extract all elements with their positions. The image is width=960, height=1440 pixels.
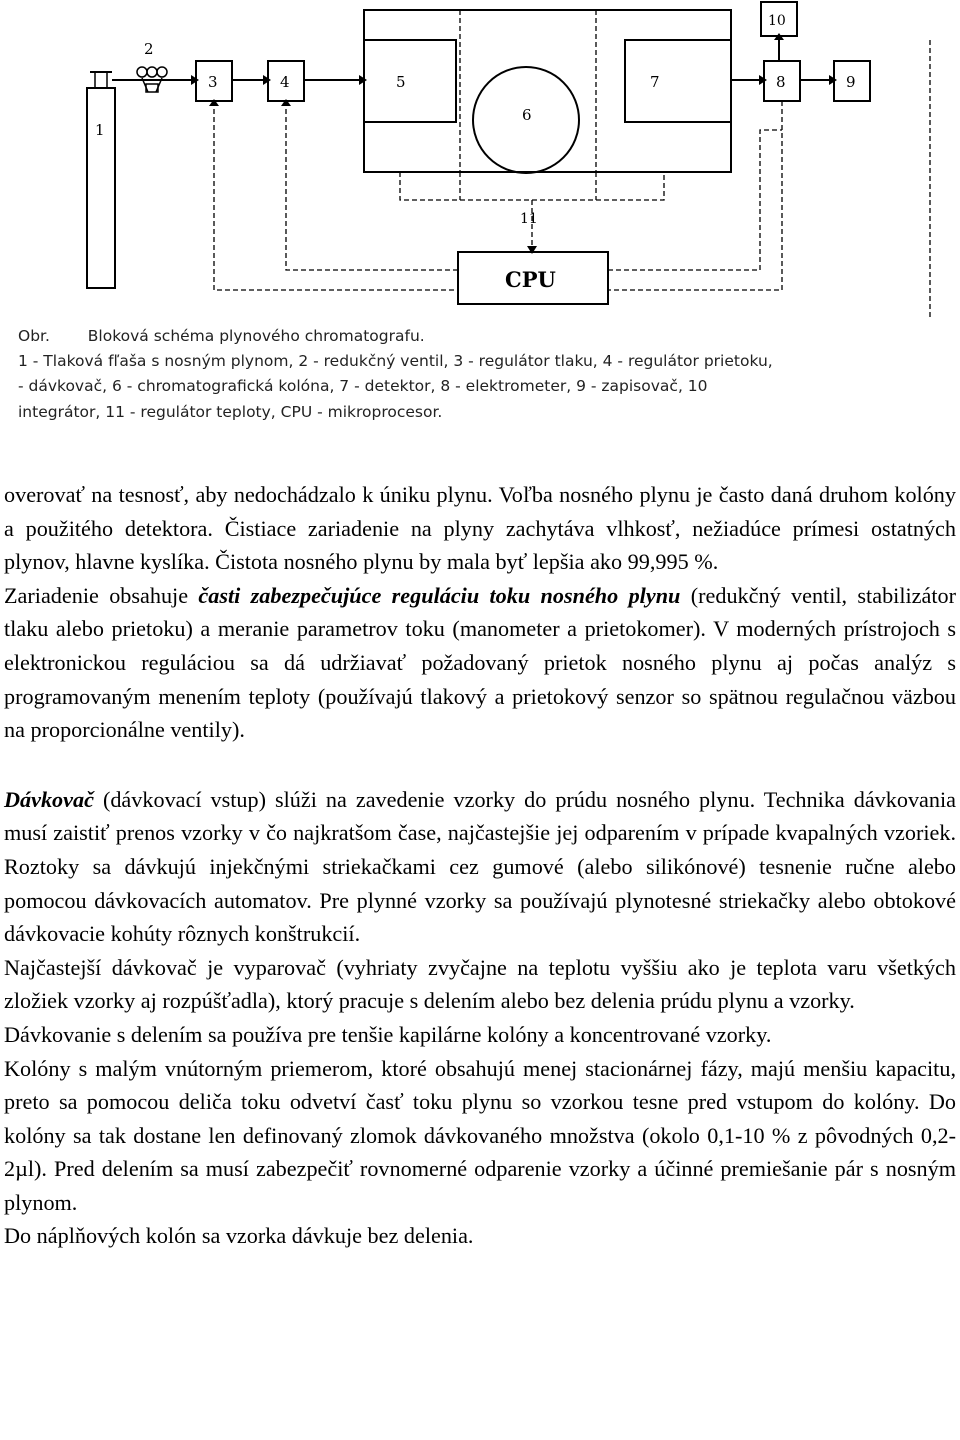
emphasis-flow-regulation: časti zabezpečujúce reguláciu toku nosného plynu (198, 582, 681, 608)
paragraph-injector: Dávkovač (dávkovací vstup) slúži na zavedenie vzorky do prúdu nosného plynu. Technika dávkovania musí zaistiť prenos vzorky v čo najkratšom čase, najčastejšie jej odparením v prípade kvapalných vzoriek. Roztoky sa dávkujú injekčnými striekačkami cez gumové (alebo silikónové) tesnenie ručne alebo pomocou dávkovacích automatov. Pre plynné vzorky sa používajú plynotesné striekačky alebo obtokové dávkovacie kohúty rôznych konštrukcií. (4, 786, 956, 947)
gc-block-diagram (0, 0, 960, 320)
paragraph-capillary-columns: Kolóny s malým vnútorným priemerom, ktoré obsahujú menej stacionárnej fázy, majú menšiu kapacitu, preto sa pomocou deliča toku odvetví časť toku plynu so vzorkou tesne pred vstupom do kolóny. Do kolóny sa tak dostane len definovaný zlomok dávkovaného množstva (okolo 0,1-10 % z pôvodných 0,2-2µl). Pred delením sa musí zabezpečiť rovnomerné odparenie vzorky a účinné premiešanie pár s nosným plynom. (4, 1055, 956, 1215)
paragraph-packed-columns: Do náplňových kolón sa vzorka dávkuje bez delenia. (4, 1223, 474, 1249)
caption-line-2: - dávkovač, 6 - chromatografická kolóna, 7 - detektor, 8 - elektrometer, 9 - zapisovač, 10 (18, 377, 708, 395)
paragraph-flow-regulation: Zariadenie obsahuje časti zabezpečujúce reguláciu toku nosného plynu (redukčný ventil, stabilizátor tlaku alebo prietoku) a meranie parametrov toku (manometer a prietokomer). V moderných prístrojoch s elektronickou reguláciou sa dá udržiavať požadovaný prietok nosného plynu aj počas analýz s programovaným menením teploty (používajú tlakový a prietokový senzor so spätnou regulačnou väzbou na proporcionálne ventily). (4, 582, 956, 743)
paragraph-split-injection: Dávkovanie s delením sa používa pre tenšie kapilárne kolóny a koncentrované vzorky. (4, 1021, 772, 1047)
paragraph-carrier-gas: overovať na tesnosť, aby nedochádzalo k úniku plynu. Voľba nosného plynu je často daná druhom kolóny a použitého detektora. Čistiace zariadenie na plyny zachytáva vlhkosť, nežiadúce prímesi ostatných plynov, hlavne kyslíka. Čistota nosného plynu by mala byť lepšia ako 99,995 %. (4, 482, 956, 575)
caption-line-3: integrátor, 11 - regulátor teploty, CPU - mikroprocesor. (18, 403, 443, 421)
label-5: 5 (396, 73, 406, 91)
label-9: 9 (846, 73, 856, 91)
block-5-injector (364, 40, 456, 122)
caption-line-1: 1 - Tlaková fľaša s nosným plynom, 2 - redukčný ventil, 3 - regulátor tlaku, 4 - regulátor prietoku, (18, 352, 773, 370)
label-4: 4 (280, 73, 290, 91)
label-7: 7 (650, 73, 660, 91)
block-7-detector (625, 40, 731, 122)
label-3: 3 (208, 73, 218, 91)
block-1-cylinder (87, 88, 115, 288)
emphasis-injector: Dávkovač (4, 786, 94, 812)
label-cpu: CPU (505, 267, 556, 292)
caption-title: Bloková schéma plynového chromatografu. (87, 327, 425, 345)
body-text (4, 478, 956, 1253)
label-6: 6 (522, 106, 532, 124)
block-column-oven (364, 10, 731, 172)
label-2: 2 (144, 40, 154, 58)
label-11: 11 (520, 211, 538, 227)
label-1: 1 (95, 121, 105, 139)
caption-prefix: Obr. (18, 327, 50, 345)
label-10: 10 (768, 13, 786, 29)
figure-caption-title (18, 325, 938, 348)
paragraph-vaporizer: Najčastejší dávkovač je vyparovač (vyhriaty zvyčajne na teplotu vyššiu ako je teplota varu všetkých zložiek vzorky aj rozpúšťadla), ktorý pracuje s delením alebo bez delenia prúdu plynu a vzorky. (4, 954, 956, 1014)
label-8: 8 (776, 73, 786, 91)
